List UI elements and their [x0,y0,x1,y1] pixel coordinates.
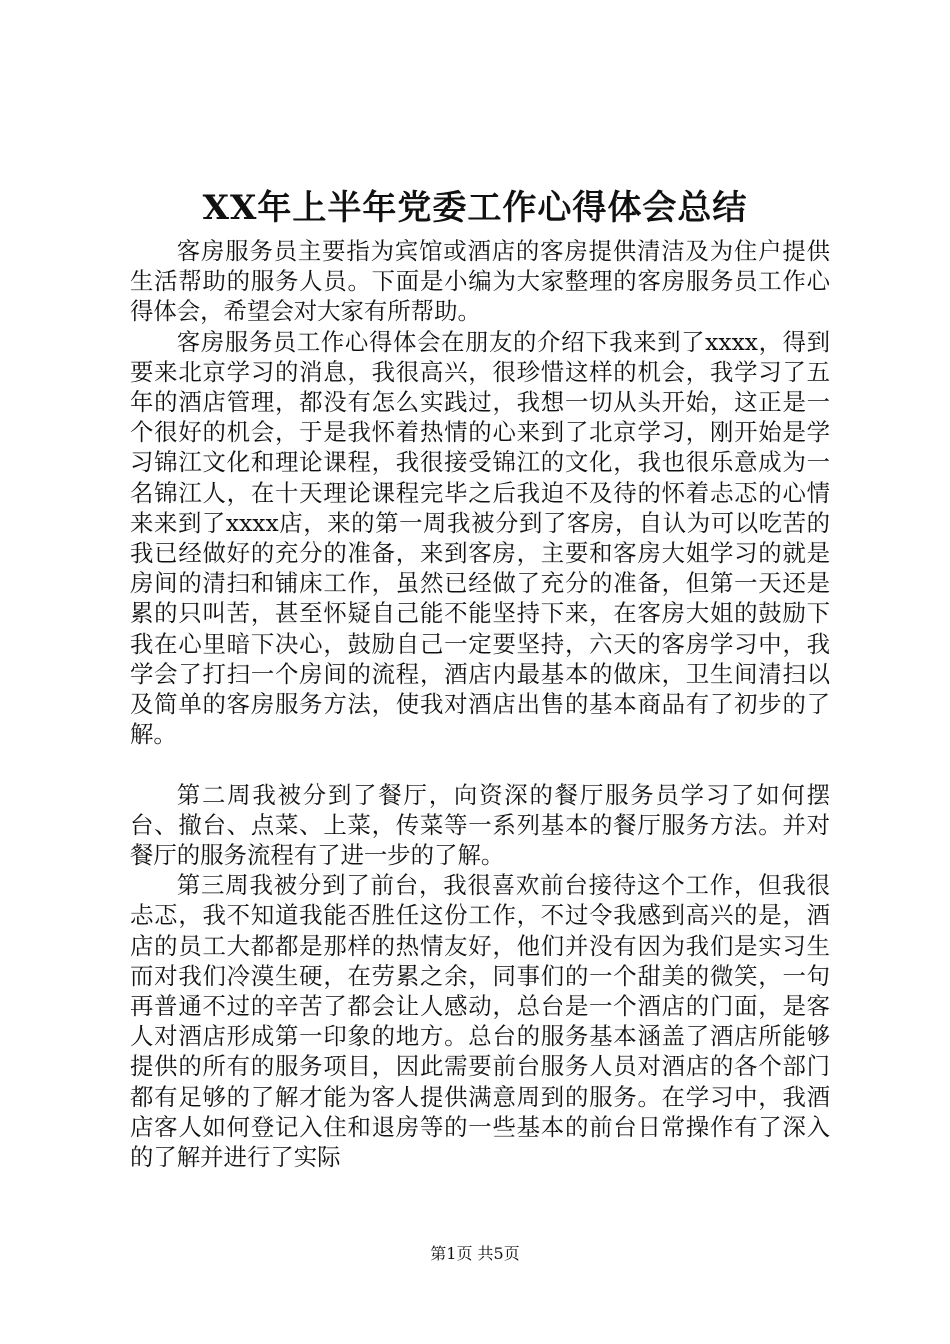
page-number-footer: 第1页 共5页 [430,1244,520,1263]
paragraph-second-week: 第二周我被分到了餐厅，向资深的餐厅服务员学习了如何摆台、撤台、点菜、上菜，传菜等一系列基本的餐厅服务方法。并对餐厅的服务流程有了进一步的了解。 [130,780,830,870]
paragraph-first-week: 客房服务员工作心得体会在朋友的介绍下我来到了xxxx，得到要来北京学习的消息，我很高兴，很珍惜这样的机会，我学习了五年的酒店管理，都没有怎么实践过，我想一切从头开始，这正是一个很好的机会，于是我怀着热情的心来到了北京学习，刚开始是学习锦江文化和理论课程，我很接受锦江的文化，我也很乐意成为一名锦江人，在十天理论课程完毕之后我迫不及待的怀着忐忑的心情来来到了xxxx店，来的第一周我被分到了客房，自认为可以吃苦的我已经做好的充分的准备，来到客房，主要和客房大姐学习的就是房间的清扫和铺床工作，虽然已经做了充分的准备，但第一天还是累的只叫苦，甚至怀疑自己能不能坚持下来，在客房大姐的鼓励下我在心里暗下决心，鼓励自己一定要坚持，六天的客房学习中，我学会了打扫一个房间的流程，酒店内最基本的做床，卫生间清扫以及简单的客房服务方法，使我对酒店出售的基本商品有了初步的了解。 [130,327,830,749]
paragraph-third-week: 第三周我被分到了前台，我很喜欢前台接待这个工作，但我很忐忑，我不知道我能否胜任这份工作，不过令我感到高兴的是，酒店的员工大都都是那样的热情友好，他们并没有因为我们是实习生而对我们冷漠生硬，在劳累之余，同事们的一个甜美的微笑，一句再普通不过的辛苦了都会让人感动，总台是一个酒店的门面，是客人对酒店形成第一印象的地方。总台的服务基本涵盖了酒店所能够提供的所有的服务项目，因此需要前台服务人员对酒店的各个部门都有足够的了解才能为客人提供满意周到的服务。在学习中，我酒店客人如何登记入住和退房等的一些基本的前台日常操作有了深入的了解并进行了实际 [130,871,830,1172]
document-body [130,236,830,1172]
paragraph-spacer [130,749,830,779]
document-title: XX年上半年党委工作心得体会总结 [202,188,748,228]
paragraph-intro: 客房服务员主要指为宾馆或酒店的客房提供清洁及为住户提供生活帮助的服务人员。下面是小编为大家整理的客房服务员工作心得体会，希望会对大家有所帮助。 [130,237,830,326]
